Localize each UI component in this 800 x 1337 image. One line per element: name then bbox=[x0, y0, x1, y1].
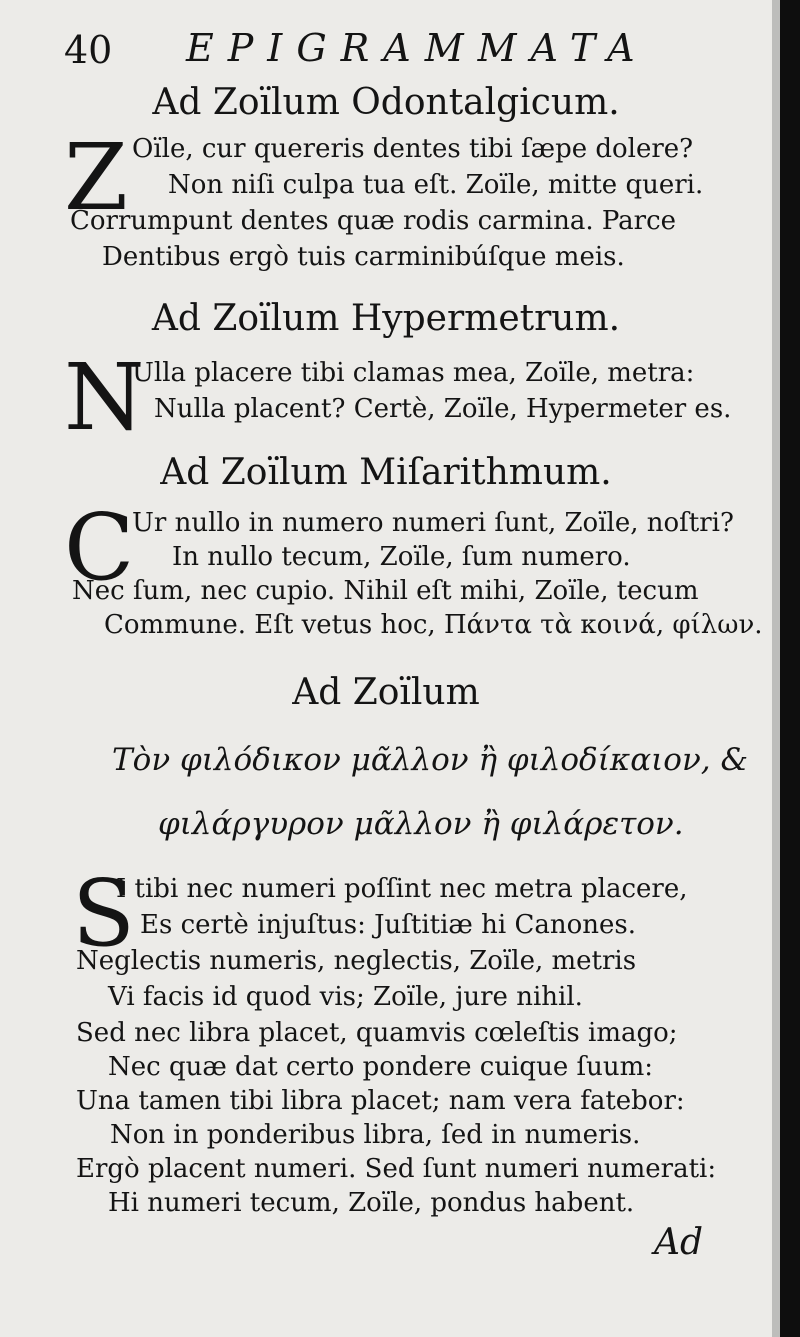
verse-line: Neglectis numeris, neglectis, Zoïle, metris bbox=[76, 946, 637, 976]
verse-line: Nec quæ dat certo pondere cuique ſuum: bbox=[108, 1052, 653, 1082]
verse-line: Una tamen tibi libra placet; nam vera fatebor: bbox=[76, 1086, 685, 1116]
drop-cap-z: Z bbox=[64, 124, 128, 231]
drop-cap-n: N bbox=[64, 344, 145, 451]
verse-line: Es certè injuſtus: Juſtitiæ hi Canones. bbox=[140, 910, 636, 940]
verse-line: Commune. Eſt vetus hoc, Πάντα τὰ κοινά, φίλων. bbox=[104, 610, 763, 640]
catchword: Ad bbox=[654, 1222, 704, 1263]
verse-line: Ur nullo in numero numeri ſunt, Zoïle, noſtri? bbox=[132, 508, 734, 538]
section-title-hypermetrum: Ad Zoïlum Hypermetrum. bbox=[151, 298, 621, 339]
verse-line: Corrumpunt dentes quæ rodis carmina. Parce bbox=[70, 206, 677, 236]
verse-line: Vi facis id quod vis; Zoïle, jure nihil. bbox=[108, 982, 583, 1012]
verse-line: Sed nec libra placet, quamvis cœleſtis imago; bbox=[76, 1018, 678, 1048]
drop-cap-c: C bbox=[64, 494, 135, 601]
verse-line: Oïle, cur quereris dentes tibi ſæpe dolere? bbox=[132, 134, 694, 164]
page-edge bbox=[772, 0, 800, 1337]
section-title-zoilum: Ad Zoïlum bbox=[292, 672, 480, 713]
page-header bbox=[64, 22, 704, 78]
greek-line: Τὸν φιλόδικον μᾶλλον ἢ φιλοδίκαιον, & bbox=[112, 742, 749, 778]
verse-line: Nec ſum, nec cupio. Nihil eſt mihi, Zoïle, tecum bbox=[72, 576, 699, 606]
verse-line: Hi numeri tecum, Zoïle, pondus habent. bbox=[108, 1188, 635, 1218]
verse-line: Dentibus ergò tuis carminibúſque meis. bbox=[102, 242, 625, 272]
verse-line: I tibi nec numeri poſſint nec metra placere, bbox=[116, 874, 688, 904]
page-number: 40 bbox=[64, 28, 113, 72]
verse-line: Nulla placent? Certè, Zoïle, Hypermeter es. bbox=[154, 394, 732, 424]
greek-line: φιλάργυρον μᾶλλον ἢ φιλάρετον. bbox=[158, 806, 684, 842]
verse-line: In nullo tecum, Zoïle, ſum numero. bbox=[172, 542, 631, 572]
verse-line: Ergò placent numeri. Sed ſunt numeri numerati: bbox=[76, 1154, 717, 1184]
verse-line: Ulla placere tibi clamas mea, Zoïle, metra: bbox=[132, 358, 695, 388]
drop-cap-s: S bbox=[72, 860, 136, 967]
verse-line: Non niſi culpa tua eſt. Zoïle, mitte queri. bbox=[168, 170, 704, 200]
running-title: EPIGRAMMATA bbox=[186, 26, 649, 70]
verse-line: Non in ponderibus libra, ſed in numeris. bbox=[110, 1120, 641, 1150]
section-title-misarithmum: Ad Zoïlum Miſarithmum. bbox=[160, 452, 612, 493]
section-title-odontalgicum: Ad Zoïlum Odontalgicum. bbox=[152, 82, 620, 123]
